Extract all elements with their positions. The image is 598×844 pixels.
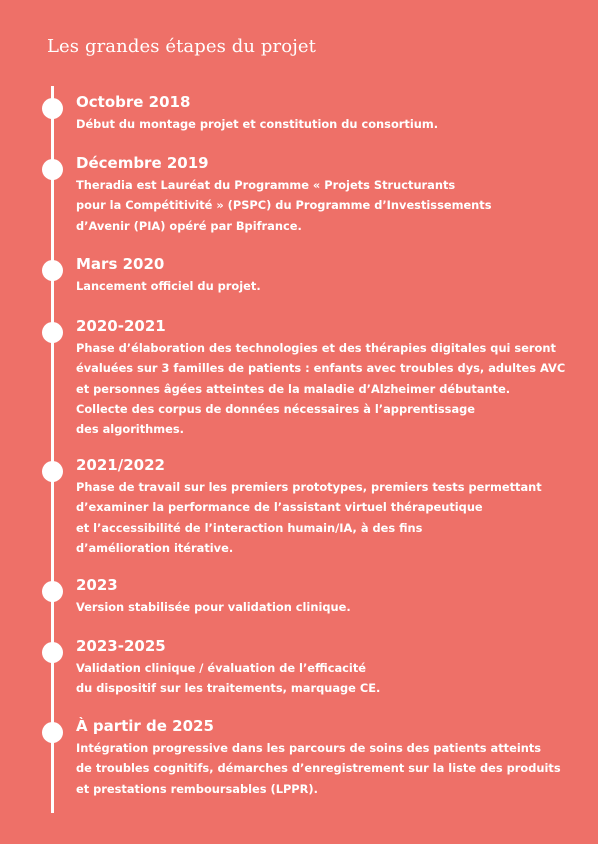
description-line: Phase de travail sur les premiers prototypes, premiers tests permettant	[76, 480, 542, 494]
description-line: et l’accessibilité de l’interaction humain/IA, à des fins	[76, 520, 423, 535]
milestone-title: Mars 2020	[76, 255, 165, 273]
description-line: et prestations remboursables (LPPR).	[76, 781, 318, 796]
milestone-title: 2021/2022	[76, 456, 165, 474]
timeline-dot	[42, 260, 63, 281]
description-line: Intégration progressive dans les parcours de soins des patients atteints	[76, 741, 542, 755]
milestone-title: À partir de 2025	[76, 717, 214, 735]
milestone-description	[76, 597, 351, 617]
milestone-description	[76, 738, 561, 799]
description-line: d’amélioration itérative.	[76, 540, 234, 555]
milestone-description	[76, 338, 565, 439]
description-line: Version stabilisée pour validation clinique.	[76, 600, 351, 614]
milestone-title: Octobre 2018	[76, 93, 191, 111]
description-line: Phase d’élaboration des technologies et des thérapies digitales qui seront	[76, 341, 556, 355]
description-line: Validation clinique / évaluation de l’efficacité	[76, 661, 366, 675]
timeline-dot	[42, 722, 63, 743]
milestone-description	[76, 114, 438, 134]
timeline-dot	[42, 159, 63, 180]
description-line: évaluées sur 3 familles de patients : enfants avec troubles dys, adultes AVC	[76, 361, 566, 376]
description-line: d’examiner la performance de l’assistant virtuel thérapeutique	[76, 500, 483, 515]
milestone-title: 2020-2021	[76, 317, 166, 335]
milestone-description	[76, 276, 261, 296]
milestone-description	[76, 658, 380, 699]
timeline-dot	[42, 461, 63, 482]
description-line: Theradia est Lauréat du Programme « Projets Structurants	[76, 178, 456, 192]
milestone-description	[76, 477, 542, 558]
description-line: pour la Compétitivité » (PSPC) du Programme d’Investissements	[76, 198, 492, 213]
description-line: Collecte des corpus de données nécessaires à l’apprentissage	[76, 401, 476, 416]
page-title: Les grandes étapes du projet	[47, 36, 316, 57]
description-line: Lancement officiel du projet.	[76, 279, 261, 293]
timeline-dot	[42, 322, 63, 343]
milestone-title: 2023	[76, 576, 118, 594]
description-line: Début du montage projet et constitution du consortium.	[76, 117, 439, 131]
description-line: du dispositif sur les traitements, marquage CE.	[76, 681, 381, 696]
timeline-dot	[42, 98, 63, 119]
description-line: des algorithmes.	[76, 422, 184, 437]
milestone-description	[76, 175, 492, 236]
description-line: et personnes âgées atteintes de la maladie d’Alzheimer débutante.	[76, 381, 511, 396]
timeline-dot	[42, 581, 63, 602]
description-line: d’Avenir (PIA) opéré par Bpifrance.	[76, 218, 302, 233]
timeline-dot	[42, 642, 63, 663]
milestone-title: Décembre 2019	[76, 154, 209, 172]
description-line: de troubles cognitifs, démarches d’enregistrement sur la liste des produits	[76, 761, 561, 776]
milestone-title: 2023-2025	[76, 637, 166, 655]
timeline-line	[51, 86, 54, 813]
